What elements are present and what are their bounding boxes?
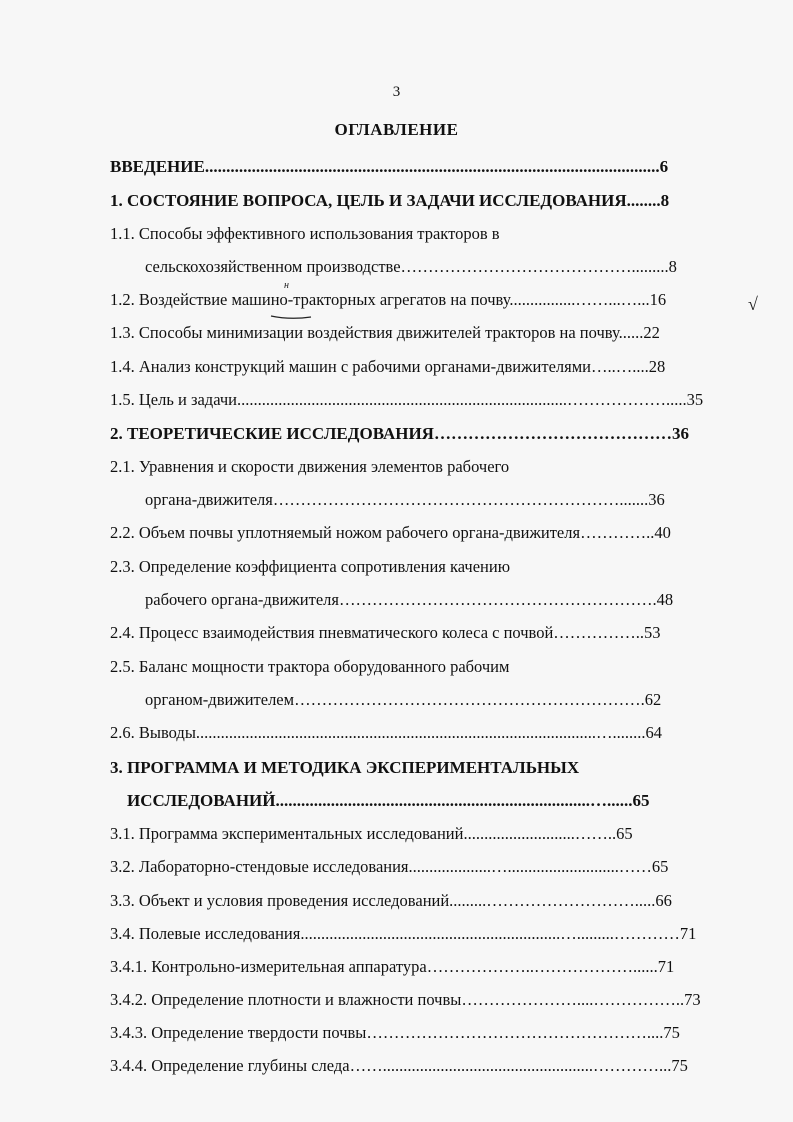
- toc-entry: 1.4. Анализ конструкций машин с рабочими органами-движителями…..…....28: [110, 357, 666, 376]
- toc-entry: 2. ТЕОРЕТИЧЕСКИЕ ИССЛЕДОВАНИЯ……………………………………36: [110, 424, 689, 443]
- toc-entry: 1.3. Способы минимизации воздействия движителей тракторов на почву......22: [110, 323, 660, 342]
- toc-entry: 3.1. Программа экспериментальных исследований...........................……..65: [110, 824, 633, 843]
- toc-entry: 2.5. Баланс мощности трактора оборудованного рабочим: [110, 657, 510, 676]
- toc-entry: 2.6. Выводы.................................................................................................…........64: [110, 723, 663, 742]
- toc-entry: 1. СОСТОЯНИЕ ВОПРОСА, ЦЕЛЬ И ЗАДАЧИ ИССЛЕДОВАНИЯ........8: [110, 191, 670, 210]
- page-number: 3: [392, 84, 401, 100]
- page-title: ОГЛАВЛЕНИЕ: [334, 120, 459, 139]
- check-mark-icon: √: [748, 294, 758, 314]
- toc-entry: 2.3. Определение коэффициента сопротивления качению: [110, 557, 511, 576]
- toc-entry: 2.4. Процесс взаимодействия пневматического колеса с почвой……………..53: [110, 623, 661, 642]
- toc-entry: 3. ПРОГРАММА И МЕТОДИКА ЭКСПЕРИМЕНТАЛЬНЫХ: [110, 758, 580, 777]
- handwritten-underline: [270, 313, 312, 321]
- toc-entry-continued: органа-движителя……………………………………………………….......36: [145, 490, 665, 509]
- toc-entry-continued: сельскохозяйственном производстве…………………………………….........8: [145, 257, 677, 276]
- toc-entry: 1.1. Способы эффективного использования тракторов в: [110, 224, 500, 243]
- toc-entry: 2.2. Объем почвы уплотняемый ножом рабочего органа-движителя…………..40: [110, 523, 671, 542]
- toc-entry: 3.3. Объект и условия проведения исследований.........……………………….....66: [110, 891, 672, 910]
- toc-entry: 1.5. Цель и задачи................................................................................……………….....35: [110, 390, 704, 409]
- toc-entry: 2.1. Уравнения и скорости движения элементов рабочего: [110, 457, 510, 476]
- toc-entry: 3.2. Лабораторно-стендовые исследования....................…...........................……65: [110, 857, 669, 876]
- toc-entry: 1.2. Воздействие машино-тракторных агрегатов на почву................……...…...16: [110, 290, 667, 309]
- handwritten-letter: н: [284, 280, 289, 291]
- toc-entry: ВВЕДЕНИЕ...........................................................................................................6: [110, 157, 669, 176]
- toc-entry: 3.4.4. Определение глубины следа……...................................................…………...75: [110, 1056, 688, 1075]
- toc-entry-continued: ИССЛЕДОВАНИЙ..........................................................................…......65: [127, 791, 650, 810]
- toc-entry: 3.4.2. Определение плотности и влажности почвы…………………....……………..73: [110, 990, 701, 1009]
- toc-entry: 3.4.1. Контрольно-измерительная аппаратура………………..………………......71: [110, 957, 675, 976]
- toc-entry: 3.4.3. Определение твердости почвы……………………………………………....75: [110, 1023, 680, 1042]
- toc-entry-continued: органом-движителем……………………………………………………….62: [145, 690, 662, 709]
- toc-entry-continued: рабочего органа-движителя………………………………………………….48: [145, 590, 674, 609]
- toc-entry: 3.4. Полевые исследования...............................................................….........…………71: [110, 924, 697, 943]
